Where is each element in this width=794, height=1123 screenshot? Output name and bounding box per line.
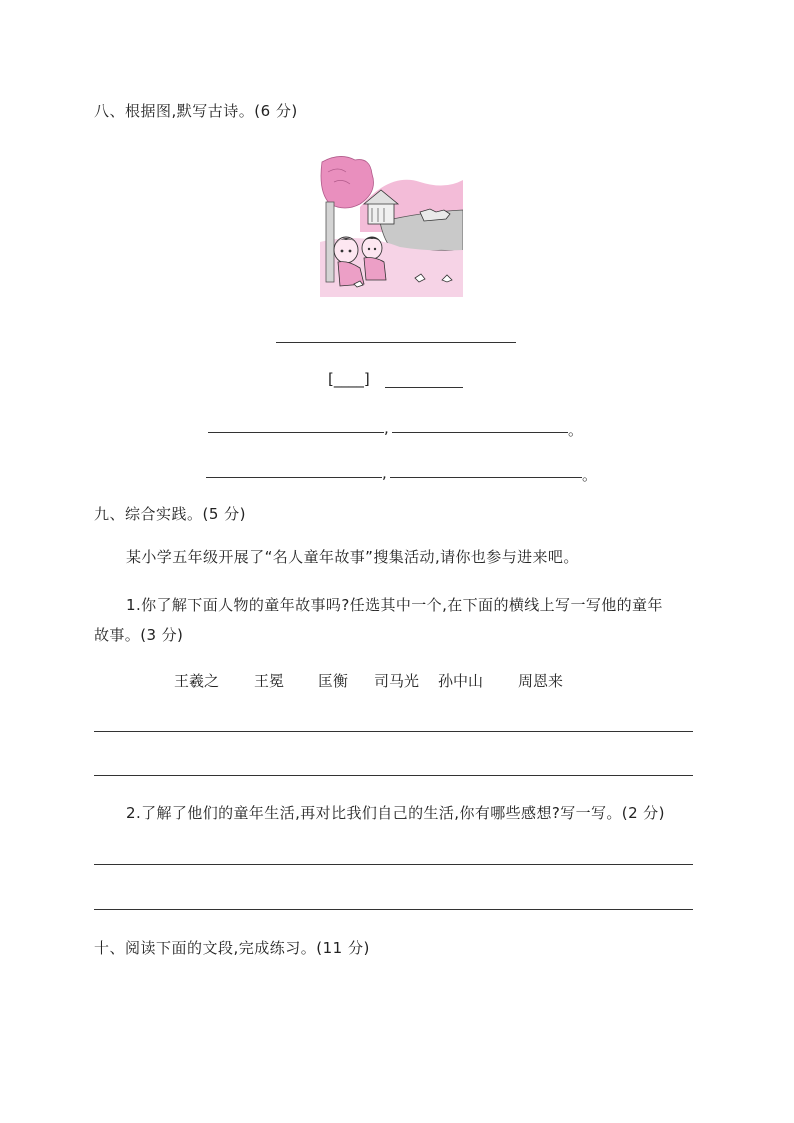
poem-period: 。 <box>582 466 598 484</box>
poem-comma: , <box>382 464 387 482</box>
dynasty-bracket: [____] <box>328 370 370 388</box>
person-name: 司马光 <box>374 672 420 690</box>
person-name: 孙中山 <box>438 672 484 690</box>
question-1-line-1: 1.你了解下面人物的童年故事吗?任选其中一个,在下面的横线上写一写他的童年 <box>126 596 663 614</box>
answer-line-q2-1[interactable] <box>94 864 693 865</box>
poem-line-1a-blank[interactable] <box>208 432 384 433</box>
poem-illustration <box>320 152 463 297</box>
question-1-line-2: 故事。(3 分) <box>94 626 184 644</box>
poem-line-1b-blank[interactable] <box>392 432 568 433</box>
person-name: 王羲之 <box>174 672 220 690</box>
person-name: 匡衡 <box>318 672 349 690</box>
tree-trunk <box>326 202 334 282</box>
child-1-head <box>334 237 358 263</box>
poem-comma: , <box>384 419 389 437</box>
person-name: 周恩来 <box>518 672 564 690</box>
section-8-heading: 八、根据图,默写古诗。(6 分) <box>94 102 298 120</box>
poem-line-2a-blank[interactable] <box>206 477 382 478</box>
section-10-heading: 十、阅读下面的文段,完成练习。(11 分) <box>94 939 370 957</box>
poem-period: 。 <box>568 421 584 439</box>
author-blank[interactable] <box>385 387 463 388</box>
person-name: 王冕 <box>254 672 285 690</box>
poem-line-2b-blank[interactable] <box>390 477 582 478</box>
question-2: 2.了解了他们的童年生活,再对比我们自己的生活,你有哪些感想?写一写。(2 分) <box>126 804 665 822</box>
child-2-body <box>364 258 386 281</box>
answer-line-q1-2[interactable] <box>94 775 693 776</box>
poem-title-blank[interactable] <box>276 342 516 343</box>
answer-line-q2-2[interactable] <box>94 909 693 910</box>
answer-line-q1-1[interactable] <box>94 731 693 732</box>
section-9-intro: 某小学五年级开展了“名人童年故事”搜集活动,请你也参与进来吧。 <box>126 548 579 566</box>
section-9-heading: 九、综合实践。(5 分) <box>94 505 247 523</box>
